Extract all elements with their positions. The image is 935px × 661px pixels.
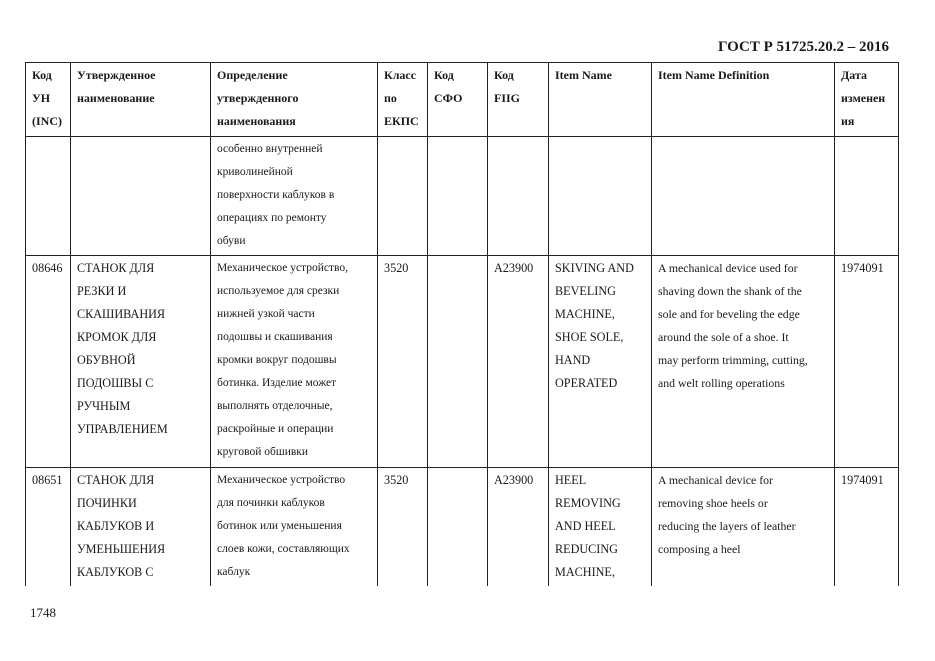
- cell-line: каблук: [217, 566, 251, 578]
- name-cell: [71, 468, 211, 586]
- date-cell: [835, 137, 899, 256]
- header-line: Item Name: [555, 68, 612, 82]
- item-name-cell: [549, 468, 652, 586]
- cell-line: composing a heel: [658, 542, 741, 556]
- cell-line: особенно внутренней: [217, 143, 323, 155]
- header-line: Код: [434, 68, 454, 82]
- table-body: [26, 63, 899, 586]
- cell-line: УМЕНЬШЕНИЯ: [77, 542, 166, 556]
- header-line: по: [384, 91, 397, 105]
- cell-line: BEVELING: [555, 284, 616, 298]
- document-title: ГОСТ Р 51725.20.2 – 2016: [717, 39, 889, 55]
- cell-line: AND HEEL: [555, 519, 616, 533]
- cell-line: may perform trimming, cutting,: [658, 353, 808, 367]
- name-cell: [71, 137, 211, 256]
- cell-line: выполнять отделочные,: [217, 400, 333, 412]
- sfo-cell: [428, 468, 488, 586]
- cell-line: REDUCING: [555, 542, 618, 556]
- sfo-cell: [428, 256, 488, 468]
- item-name-cell: [549, 256, 652, 468]
- cell-line: ботинка. Изделие может: [217, 377, 337, 389]
- header-class: [378, 63, 428, 137]
- cell-line: REMOVING: [555, 496, 621, 510]
- header-line: Определение: [217, 68, 288, 82]
- header-line: Код: [494, 68, 514, 82]
- cell-line: для починки каблуков: [217, 497, 325, 509]
- header-line: Класс: [384, 68, 417, 82]
- cell-line: and welt rolling operations: [658, 376, 785, 390]
- cell-line: нижней узкой части: [217, 308, 315, 320]
- cell-line: MACHINE,: [555, 307, 615, 321]
- date-cell: 1974091: [835, 468, 899, 586]
- cell-line: ОБУВНОЙ: [77, 353, 136, 367]
- cell-line: around the sole of a shoe. It: [658, 330, 789, 344]
- header-line: FIIG: [494, 91, 521, 105]
- class-cell: 3520: [378, 468, 428, 586]
- cell-line: HAND: [555, 353, 591, 367]
- header-item-name: [549, 63, 652, 137]
- cell-line: ботинок или уменьшения: [217, 520, 342, 532]
- definition-cell: [211, 137, 378, 256]
- header-line: ЕКПС: [384, 114, 419, 128]
- fiig-cell: A23900: [488, 468, 549, 586]
- item-definition-cell: [652, 137, 835, 256]
- fiig-cell: [488, 137, 549, 256]
- cell-line: обуви: [217, 235, 246, 247]
- cell-line: КАБЛУКОВ С: [77, 565, 154, 579]
- cell-line: СКАШИВАНИЯ: [77, 307, 166, 321]
- cell-line: РЕЗКИ И: [77, 284, 127, 298]
- header-definition: [211, 63, 378, 137]
- item-definition-cell: [652, 468, 835, 586]
- table-row: [26, 137, 899, 256]
- cell-line: HEEL: [555, 473, 587, 487]
- item-name-cell: [549, 137, 652, 256]
- header-line: Дата: [841, 68, 867, 82]
- cell-line: Механическое устройство,: [217, 262, 348, 274]
- cell-line: SKIVING AND: [555, 261, 634, 275]
- cell-line: криволинейной: [217, 166, 293, 178]
- header-sfo: [428, 63, 488, 137]
- cell-line: SHOE SOLE,: [555, 330, 624, 344]
- catalog-table: [25, 62, 899, 586]
- cell-line: КРОМОК ДЛЯ: [77, 330, 157, 344]
- header-line: (INC): [32, 114, 62, 128]
- header-change-date: [835, 63, 899, 137]
- cell-line: A mechanical device for: [658, 473, 773, 487]
- header-inc: [26, 63, 71, 137]
- cell-line: ПОДОШВЫ С: [77, 376, 154, 390]
- header-fiig: [488, 63, 549, 137]
- header-line: УН: [32, 91, 51, 105]
- table-row: [26, 468, 899, 586]
- inc-cell: [26, 137, 71, 256]
- definition-cell: [211, 256, 378, 468]
- cell-line: кромки вокруг подошвы: [217, 354, 337, 366]
- cell-line: sole and for beveling the edge: [658, 307, 800, 321]
- cell-line: слоев кожи, составляющих: [217, 543, 350, 555]
- cell-line: КАБЛУКОВ И: [77, 519, 155, 533]
- header-line: наименование: [77, 91, 155, 105]
- class-cell: 3520: [378, 256, 428, 468]
- cell-line: ПОЧИНКИ: [77, 496, 137, 510]
- header-name: [71, 63, 211, 137]
- cell-line: используемое для срезки: [217, 285, 340, 297]
- cell-line: поверхности каблуков в: [217, 189, 335, 201]
- cell-line: раскройные и операции: [217, 423, 334, 435]
- cell-line: РУЧНЫМ: [77, 399, 131, 413]
- header-line: ия: [841, 114, 855, 128]
- fiig-cell: A23900: [488, 256, 549, 468]
- cell-line: подошвы и скашивания: [217, 331, 333, 343]
- cell-line: OPERATED: [555, 376, 618, 390]
- item-definition-cell: [652, 256, 835, 468]
- cell-line: УПРАВЛЕНИЕМ: [77, 422, 168, 436]
- cell-line: reducing the layers of leather: [658, 519, 796, 533]
- header-item-definition: [652, 63, 835, 137]
- cell-line: СТАНОК ДЛЯ: [77, 261, 155, 275]
- page-number: 1748: [30, 605, 56, 620]
- class-cell: [378, 137, 428, 256]
- table-row: [26, 256, 899, 468]
- header-line: изменен: [841, 91, 886, 105]
- header-line: Код: [32, 68, 52, 82]
- cell-line: shaving down the shank of the: [658, 284, 802, 298]
- header-line: утвержденного: [217, 91, 299, 105]
- sfo-cell: [428, 137, 488, 256]
- header-line: Утвержденное: [77, 68, 156, 82]
- cell-line: A mechanical device used for: [658, 261, 798, 275]
- cell-line: Механическое устройство: [217, 474, 346, 486]
- definition-cell: [211, 468, 378, 586]
- inc-cell: 08646: [26, 256, 71, 468]
- header-line: Item Name Definition: [658, 68, 770, 82]
- date-cell: 1974091: [835, 256, 899, 468]
- cell-line: операциях по ремонту: [217, 212, 327, 224]
- header-row: [26, 63, 899, 137]
- name-cell: [71, 256, 211, 468]
- header-line: наименования: [217, 114, 296, 128]
- cell-line: removing shoe heels or: [658, 496, 768, 510]
- cell-line: MACHINE,: [555, 565, 615, 579]
- cell-line: СТАНОК ДЛЯ: [77, 473, 155, 487]
- cell-line: круговой обшивки: [217, 446, 309, 458]
- header-line: СФО: [434, 91, 463, 105]
- inc-cell: 08651: [26, 468, 71, 586]
